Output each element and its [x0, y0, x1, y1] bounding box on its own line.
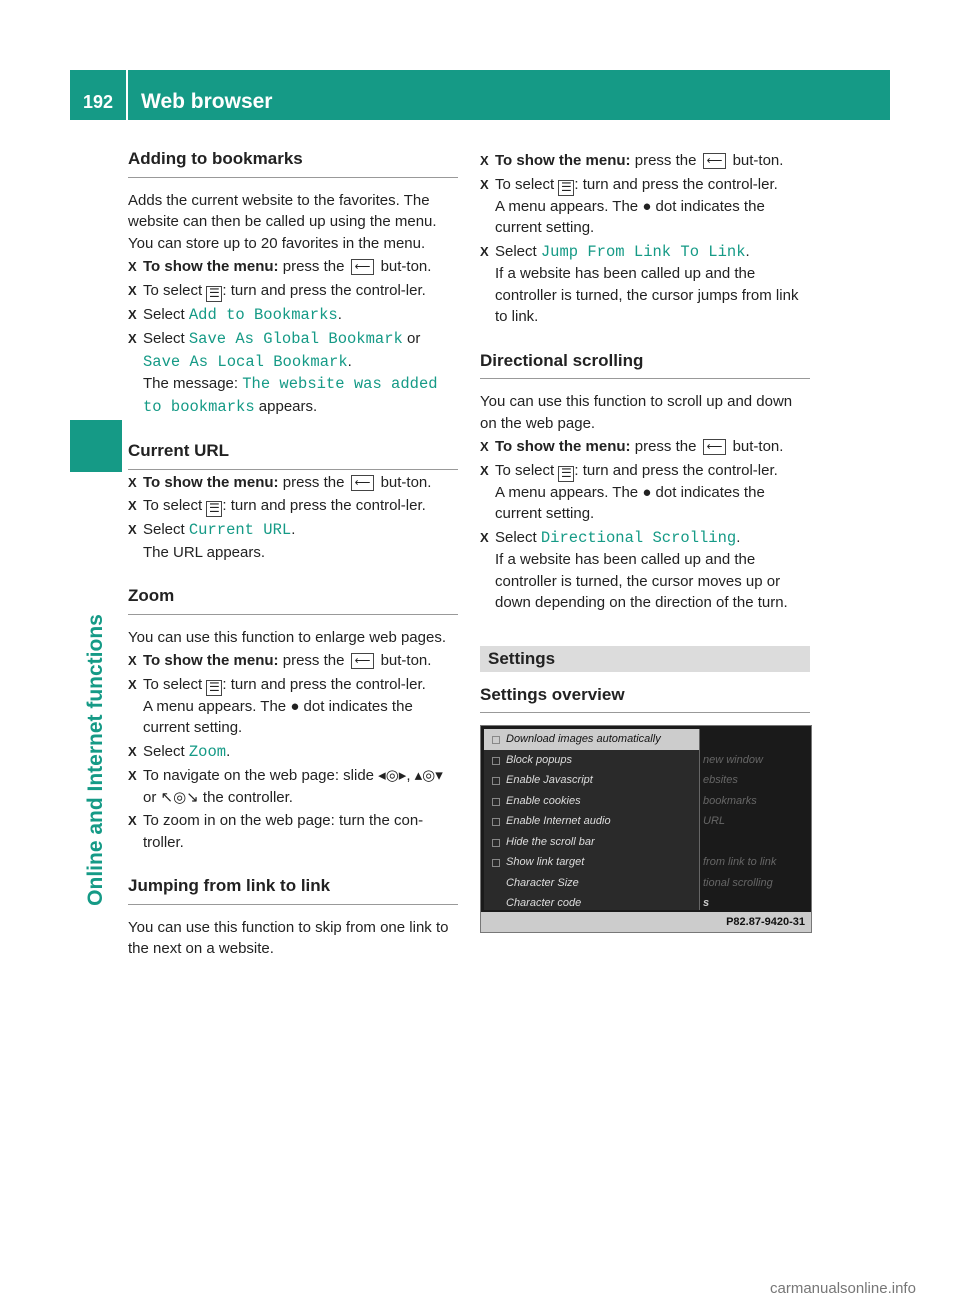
step: X To select ☰ : turn and press the control-ler. A menu appears. The ● dot indicates the current setting. [128, 675, 426, 736]
checkbox-icon [492, 757, 500, 765]
menu-icon: ☰ [558, 180, 574, 196]
page-title: Web browser [141, 90, 273, 113]
checkbox-icon [492, 818, 500, 826]
background-item: new window [703, 753, 763, 766]
section-heading: Zoom [128, 585, 458, 615]
background-item: ebsites [703, 774, 738, 786]
settings-screenshot [480, 725, 812, 933]
menu-item: Character Size [506, 876, 579, 889]
step: X To select ☰ : turn and press the control-ler. A menu appears. The ● dot indicates the current setting. [480, 175, 778, 236]
left-column [128, 148, 458, 982]
menu-item: Character code [506, 897, 582, 909]
settings-menu [484, 729, 700, 910]
page-number: 192 [82, 92, 114, 112]
background-menu [703, 729, 808, 910]
watermark: carmanualsonline.info [770, 1280, 916, 1297]
background-item: from link to link [703, 856, 777, 868]
back-button-icon: ⟵ [351, 259, 375, 275]
section-heading: Current URL [128, 440, 458, 470]
settings-bar: Settings [480, 646, 810, 672]
menu-item: Enable Javascript [484, 770, 699, 791]
back-button-icon: ⟵ [351, 653, 375, 669]
checkbox-icon [492, 736, 500, 744]
section-jump-steps [480, 150, 810, 328]
menu-item: Hide the scroll bar [484, 832, 699, 853]
menu-item: Block popups [484, 750, 699, 771]
checkbox-icon [492, 859, 500, 867]
step: X Select Current URL. The URL appears. [128, 521, 296, 561]
menu-icon: ☰ [206, 286, 222, 302]
step: X To show the menu: press the ⟵ but-ton. [480, 152, 784, 169]
sidebar-section-label: Online and Internet functions [84, 614, 107, 906]
menu-icon: ☰ [206, 501, 222, 517]
step: X Select Directional Scrolling. If a website has been called up and the controller is turned, the cursor moves up or down depending on the direction of the turn. [480, 528, 788, 611]
header-divider [126, 70, 128, 120]
menu-icon: ☰ [206, 680, 222, 696]
section-directional-scrolling [480, 350, 810, 614]
background-item: s [703, 897, 710, 909]
step: X To navigate on the web page: slide ◂◎▸, ▴◎▾ or ↖◎↘ the controller. [128, 767, 443, 806]
step: X Select Zoom. [128, 742, 231, 761]
section-intro: You can use this function to skip from one link to the next on a website. [128, 918, 449, 957]
section-zoom [128, 585, 458, 853]
background-item: URL [703, 815, 726, 827]
step: X Select Add to Bookmarks. [128, 305, 342, 324]
right-column [480, 148, 810, 933]
section-heading: Settings overview [480, 684, 810, 714]
section-intro: You can use this function to scroll up and down on the web page. [480, 393, 793, 432]
background-item: tional scrolling [703, 876, 773, 889]
step: X To zoom in on the web page: turn the con-troller. [128, 812, 424, 851]
step: X To show the menu: press the ⟵ but-ton. [128, 258, 432, 275]
section-intro: You can use this function to enlarge web pages. [128, 628, 447, 646]
menu-item: Enable cookies [484, 791, 699, 812]
background-item [703, 832, 808, 853]
menu-item: Enable Internet audio [484, 811, 699, 832]
checkbox-icon [492, 798, 500, 806]
section-heading: Directional scrolling [480, 350, 810, 380]
checkbox-icon [492, 777, 500, 785]
step: X Select Jump From Link To Link. If a website has been called up and the controller is turned, the cursor jumps from link to link. [480, 242, 799, 325]
section-intro: Adds the current website to the favorites. The website can then be called up using the menu. You can store up to 20 favorites in the menu. [128, 191, 437, 252]
menu-icon: ☰ [558, 466, 574, 482]
back-button-icon: ⟵ [703, 153, 727, 169]
section-heading: Jumping from link to link [128, 875, 458, 905]
step: X To select ☰ : turn and press the control-ler. [128, 497, 426, 515]
section-tab-marker [70, 420, 122, 472]
step: X To show the menu: press the ⟵ but-ton. [128, 473, 432, 491]
section-current-url [128, 440, 458, 563]
background-item [703, 729, 808, 750]
menu-item: Show link target [484, 852, 699, 873]
step: X To show the menu: press the ⟵ but-ton. [480, 438, 784, 455]
background-item: bookmarks [703, 794, 757, 807]
step: X To select ☰ : turn and press the control-ler. [128, 281, 426, 300]
back-button-icon: ⟵ [351, 475, 375, 491]
figure-caption: P82.87-9420-31 [481, 912, 811, 932]
step: X To select ☰ : turn and press the control-ler. A menu appears. The ● dot indicates the current setting. [480, 461, 778, 522]
section-heading: Adding to bookmarks [128, 148, 458, 178]
back-button-icon: ⟵ [703, 439, 727, 455]
checkbox-icon [492, 839, 500, 847]
step: X To show the menu: press the ⟵ but-ton. [128, 652, 432, 669]
step: X Select Save As Global Bookmark or Save As Local Bookmark. The message: The website was added to bookmarks appears. [128, 330, 438, 416]
menu-item: Download images automatically [484, 729, 699, 750]
section-jumping-links [128, 875, 458, 960]
section-adding-bookmarks [128, 148, 458, 418]
